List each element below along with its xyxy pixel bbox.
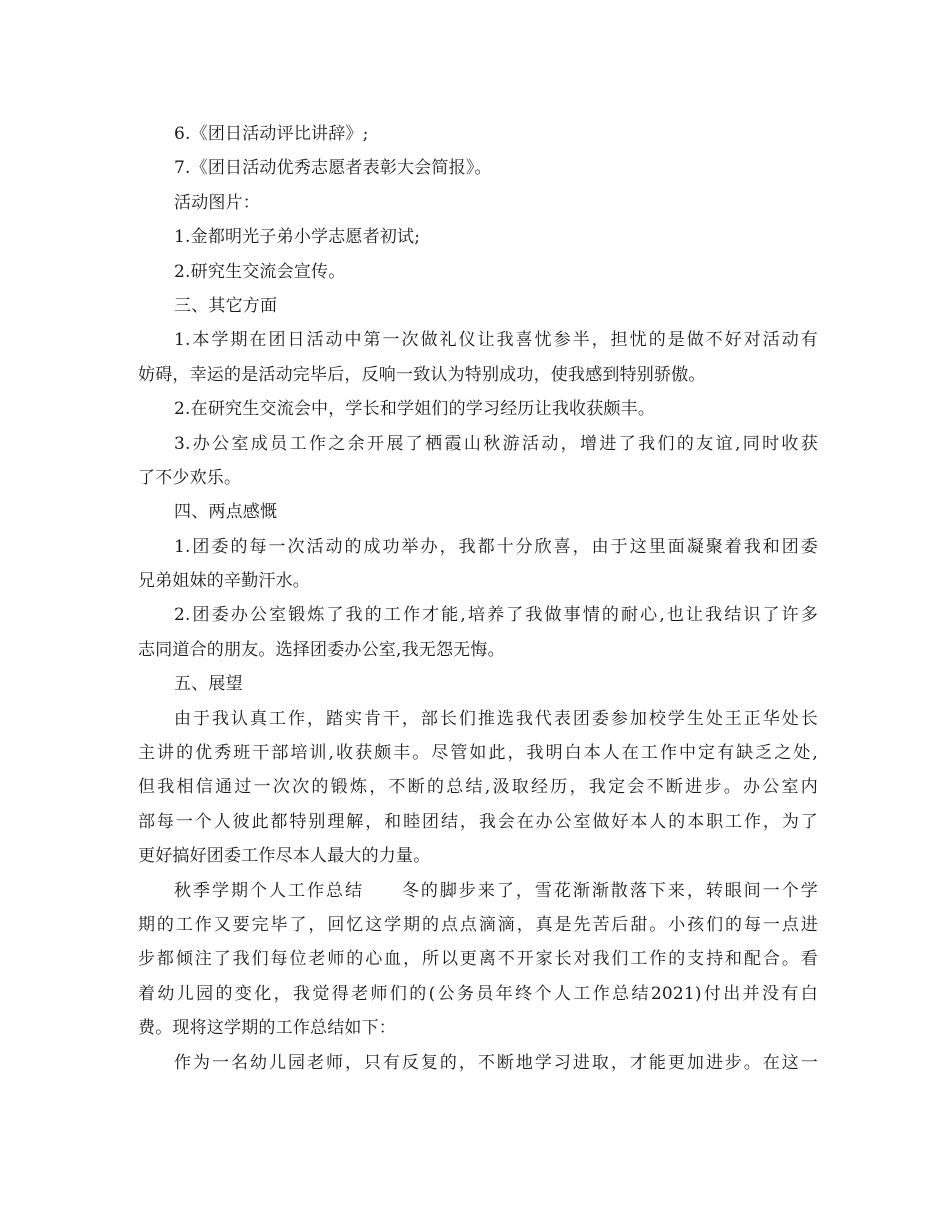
paragraph-line: 志同道合的朋友。选择团委办公室,我无怨无悔。	[138, 639, 505, 660]
paragraph-line: 了不少欢乐。	[138, 467, 242, 488]
section-heading-other: 三、其它方面	[174, 295, 278, 316]
paragraph-line: 部每一个人彼此都特别理解，和睦团结，我会在办公室做好本人的本职工作，为了	[138, 811, 818, 832]
list-item-7: 7.《团日活动优秀志愿者表彰大会简报》。	[174, 158, 492, 179]
paragraph-line: 3.办公室成员工作之余开展了栖霞山秋游活动，增进了我们的友谊,同时收获	[174, 433, 818, 454]
section-heading-outlook: 五、展望	[174, 674, 243, 695]
paragraph-line: 由于我认真工作，踏实肯干，部长们推选我代表团委参加校学生处王正华处长	[174, 708, 818, 729]
section-heading-feelings: 四、两点感慨	[174, 502, 278, 523]
document-body	[138, 117, 818, 1080]
paragraph-line: 期的工作又要完毕了，回忆这学期的点点滴滴，真是先苦后甜。小孩们的每一点进	[138, 914, 818, 935]
paragraph-line: 兄弟姐妹的辛勤汗水。	[138, 571, 310, 592]
paragraph-line: 着幼儿园的变化，我觉得老师们的(公务员年终个人工作总结2021)付出并没有白	[138, 983, 818, 1004]
paragraph-line: 费。现将这学期的工作总结如下：	[138, 1018, 396, 1039]
paragraph-line: 1.团委的每一次活动的成功举办，我都十分欣喜，由于这里面凝聚着我和团委	[174, 536, 818, 557]
paragraph-line: 妨碍，幸运的是活动完毕后，反响一致认为特别成功，使我感到特别骄傲。	[138, 364, 706, 385]
list-item-6: 6.《团日活动评比讲辞》;	[174, 124, 369, 144]
photo-item-1: 1.金都明光子弟小学志愿者初试;	[174, 227, 421, 248]
paragraph-line: 但我相信通过一次次的锻炼，不断的总结,汲取经历，我定会不断进步。办公室内	[138, 777, 818, 798]
activity-photos-heading: 活动图片：	[174, 192, 260, 213]
paragraph-line: 1.本学期在团日活动中第一次做礼仪让我喜忧参半，担忧的是做不好对活动有	[174, 330, 818, 351]
photo-item-2: 2.研究生交流会宣传。	[174, 261, 346, 282]
paragraph-line: 作为一名幼儿园老师，只有反复的，不断地学习进取，才能更加进步。在这一	[174, 1052, 818, 1073]
paragraph-line: 更好搞好团委工作尽本人最大的力量。	[138, 846, 431, 867]
paragraph-line: 步都倾注了我们每位老师的心血，所以更离不开家长对我们工作的支持和配合。看	[138, 949, 818, 970]
paragraph-line: 2.在研究生交流会中，学长和学姐们的学习经历让我收获颇丰。	[174, 399, 656, 420]
paragraph-line: 主讲的优秀班干部培训,收获颇丰。尽管如此，我明白本人在工作中定有缺乏之处,	[138, 743, 818, 764]
paragraph-line: 秋季学期个人工作总结 冬的脚步来了，雪花渐渐散落下来，转眼间一个学	[174, 880, 818, 901]
paragraph-line: 2.团委办公室锻炼了我的工作才能,培养了我做事情的耐心,也让我结识了许多	[174, 605, 818, 626]
